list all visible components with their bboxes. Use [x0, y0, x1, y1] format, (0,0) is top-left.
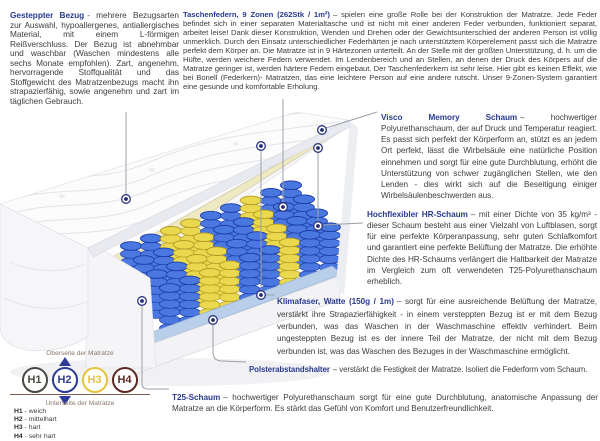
firmness-baseline — [10, 394, 150, 396]
section-springs-title: Taschenfedern, 9 Zonen (262Stk / 1m²) — [183, 9, 330, 19]
section-visco — [381, 112, 597, 201]
firmness-h2-badge: H2 — [52, 367, 78, 393]
legend-item-h1: H1 - weich — [14, 408, 47, 415]
section-springs — [183, 10, 597, 91]
section-cover-body: - mehrere Bezugsarten zur Auswahl, hypoallergenes, antiallergisches Material, mit einem L-förmigen Reißverschluss. Der Bezug ist abnehmbar und waschbar (Waschen mindestens alle sechs Monate empfohlen). Zart, angenehm, hervorragende Stoffqualität und das Stoffgewicht des Matratzenbezugs macht ihn strapazierfähig, sowie angenehm und zart im täglichen Gebrauch. — [10, 10, 179, 106]
firmness-legend — [14, 408, 57, 441]
legend-item-h3: H3 - hart — [14, 424, 41, 432]
section-t25-title: T25-Schaum — [172, 393, 221, 403]
section-cover — [10, 11, 179, 106]
section-hr-body: – mit einer Dichte von 35 kg/m³ - dieser Schaum besteht aus einer Vielzahl von Luftblasen, sorgt für eine perfekte Körperanpassung, sehr guten Schlafkomfort und garantiert eine perfekte Belüftung der Matratze. Die erhöhte Dichte des HR-Schaums verlängert die Haltbarkeit der Matratze im Vergleich zum oft verwendeten T25-Polyurethanschaum erheblich. — [367, 210, 597, 286]
firmness-h1-badge: H1 — [22, 367, 48, 393]
section-klima-title: Klimafaser, Watte (150g / 1m) — [277, 297, 394, 307]
section-visco-body: – hochwertiger Polyurethanschaum, der auf Druck und Temperatur reagiert. Es passt sich perfekt der Körperform an, stützt es an jedem Ort perfekt, lässt die Wirbelsäule eine natürliche Position einnehmen und sorgt für eine gute Durchblutung, erhöht die Unterstützung von schwer zugänglichen Stellen, wie den Lenden - dies wirkt sich auf die Beseitigung einiger Wirbelsäulenbeschwerden aus. — [381, 113, 597, 200]
legend-item-h4: H4 - sehr hart — [14, 432, 56, 440]
section-hr-title: Hochflexibler HR-Schaum — [367, 210, 468, 220]
arrow-up-icon — [59, 357, 71, 366]
firmness-h4-badge: H4 — [112, 367, 138, 393]
section-t25-body: – hochwertiger Polyurethanschaum sorgt für eine gute Durchblutung, anatomische Anpassung der Matratze an die Körperform. Es stärkt das Gefühl von Komfort und Benutzerfreundlichkeit. — [172, 393, 598, 414]
section-polster-body: – verstärkt die Festigkeit der Matratze. Isoliert die Federform vom Schaum. — [332, 364, 588, 374]
mattress-top-side-label: Oberseite der Matratze — [46, 350, 114, 357]
section-t25 — [172, 392, 598, 414]
mattress-end-face — [336, 120, 358, 296]
mattress-bottom-side-label: Unterseite der Matratze — [45, 400, 115, 407]
firmness-h3-badge: H3 — [82, 367, 108, 393]
section-klima — [277, 296, 597, 358]
section-hr — [367, 209, 597, 287]
section-polster — [249, 364, 600, 375]
section-polster-title: Polsterabstandshalter — [249, 364, 330, 374]
section-springs-body: – spielen eine große Rolle bei der Konstruktion der Matratze. Jede Feder befindet sich in einer separaten Materialtasche und ist nicht mit einer anderen Feder verbunden, funktioniert separat, arbeitet leise! Dank dieser Konstruktion, Wenden und Drehen oder der Gewichtsunterschied der anderen Person ist völlig unmerklich. Durch den Einsatz unterschiedlicher Federhärten je nach unterstütztem Körperelement passt sich die Matratze perfekt dem Körper an. Die Matratze ist in 9 Härtezonen unterteilt. An der Stelle mit der größten Unterstützung, d. h. um die Hüfte, werden weichere Federn verwendet. Im Lendenbereich und an Stellen, an denen der Druck des Körpers auf die Matratze geringer ist, werden härtere Federn eingebaut. Der Taschenfederkern ist sehr leise. Hier gibt es keinen Effekt, wie bei Bonell (Federkern)- Matratzen, das eine leichtere Person auf eine andere rutscht. Unser 9-Zonen-System garantiert eine gesunde und komfortable Erholung. — [183, 9, 597, 92]
section-klima-body: – sorgt für eine ausreichende Belüftung der Matratze, verstärkt ihre Strapazierfähigkeit - in einem versteppten Bezug ist er mit dem Bezug verbunden, was das Waschen in der Waschmaschine effektiv verhindert. Beim ungesteppten Bezug ist es der innere Teil der Matratze, der nicht mit dem Bezug verbunden ist, was das Waschen des Bezuges in der Waschmaschine ermöglicht. — [277, 297, 597, 356]
section-cover-title: Gesteppter Bezug — [10, 10, 85, 21]
legend-item-h2: H2 - mittelhart — [14, 416, 57, 424]
section-visco-title: Visco Memory Schaum — [381, 113, 518, 123]
